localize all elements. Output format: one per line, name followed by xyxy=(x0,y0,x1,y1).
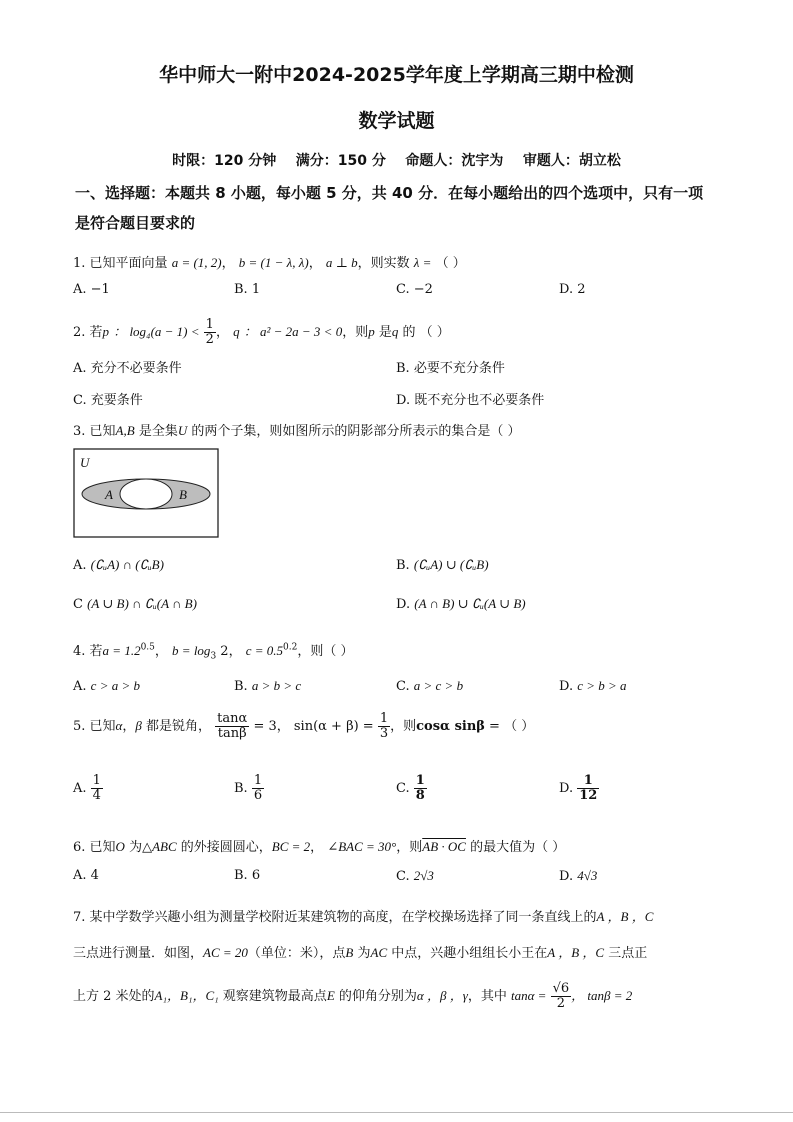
label-a: A xyxy=(105,487,113,502)
q1-option-a[interactable]: A. −1 xyxy=(73,282,110,297)
q3-option-a[interactable]: A. (∁ᵤA) ∩ (∁ᵤB) xyxy=(73,557,164,573)
q5-option-a[interactable]: A. $\frac{1}{4}$ xyxy=(73,773,101,803)
q3-option-d[interactable]: D. (A ∩ B) ∪ ∁ᵤ(A ∪ B) xyxy=(396,596,526,612)
vector-a-def: a = (1, 2) xyxy=(171,255,222,270)
q1-option-c[interactable]: C. −2 xyxy=(396,282,433,297)
q2-option-d[interactable]: D. 既不充分也不必要条件 xyxy=(396,393,545,408)
q4-option-a[interactable]: A. c > a > b xyxy=(73,678,140,694)
q4-option-d[interactable]: D. c > b > a xyxy=(559,678,627,694)
q2-option-a[interactable]: A. 充分不必要条件 xyxy=(73,361,182,376)
q1-option-b[interactable]: B. 1 xyxy=(234,282,261,297)
label-u: U xyxy=(80,455,90,470)
exam-info: 时限：120 分钟 满分：150 分 命题人：沈宇为 审题人：胡立松 xyxy=(172,153,621,169)
perp-condition: a ⊥ b xyxy=(325,255,358,270)
q3-option-c[interactable]: C (A ∪ B) ∩ ∁ᵤ(A ∩ B) xyxy=(73,596,197,612)
page-subtitle: 数学试题 xyxy=(358,110,435,132)
page-title: 华中师大一附中2024-2025学年度上学期高三期中检测 xyxy=(159,64,634,86)
question-1-stem: 1. 已知平面向量 a = (1, 2)， b = (1 − λ, λ)， a ⊥ b，则实数 λ = （ ） xyxy=(73,255,466,271)
q1-option-d[interactable]: D. 2 xyxy=(559,282,586,297)
question-7-line1: 7. 某中学数学兴趣小组为测量学校附近某建筑物的高度，在学校操场选择了同一条直线上的A ，B ，C xyxy=(73,909,654,925)
q5-option-c[interactable]: C. $\frac{1}{8}$ xyxy=(396,773,425,803)
q3-option-b[interactable]: B. (∁ᵤA) ∪ (∁ᵤB) xyxy=(396,557,489,573)
fraction-tan-ratio: $\frac{\tan\alpha}{\tan\beta}$ xyxy=(217,711,248,741)
q5-option-b[interactable]: B. $\frac{1}{6}$ xyxy=(234,773,263,803)
question-2-stem: 2. 若p ： log₄(a − 1) < $\frac{1}{2}$ ， q ： a² − 2a − 3 < 0，则p 是q 的 （ ） xyxy=(73,317,450,347)
section-heading-line2: 是符合题目要求的 xyxy=(75,214,196,232)
q6-option-b[interactable]: B. 6 xyxy=(234,868,261,883)
label-b: B xyxy=(179,487,187,502)
fraction-one-third: $\frac{1}{3}$ xyxy=(379,711,389,741)
q6-option-d[interactable]: D. 4√3 xyxy=(559,868,598,884)
vector-b-def: b = (1 − λ, λ) xyxy=(238,255,309,270)
question-7-line2: 三点进行测量．如图，AC = 20（单位：米），点B 为AC 中点，兴趣小组组长小王在A ，B ，C 三点正 xyxy=(73,945,648,961)
question-4-stem: 4. 若$a = 1.2^{0.5}$， $b = \log_3 2$， $c = 0.5^{0.2}$，则（ ） xyxy=(73,642,354,662)
venn-diagram xyxy=(73,448,219,538)
question-6-stem: 6. 已知O 为△ABC 的外接圆圆心，BC = 2， ∠BAC = 30°，则AB · OC 的最大值为（ ） xyxy=(73,839,566,855)
set-intersection xyxy=(120,479,172,509)
q2-option-c[interactable]: C. 充要条件 xyxy=(73,393,143,408)
q5-option-d[interactable]: D. $\frac{1}{12}$ xyxy=(559,773,598,803)
q6-option-a[interactable]: A. 4 xyxy=(73,868,99,883)
q4-option-b[interactable]: B. a > b > c xyxy=(234,678,302,694)
section-heading-line1: 一、选择题：本题共 8 小题，每小题 5 分，共 40 分．在每小题给出的四个选项中，只有一项 xyxy=(75,184,704,202)
fraction-sqrt6-over-2: $\frac{√6}{2}$ xyxy=(552,981,570,1011)
question-7-line3: 上方 2 米处的A₁，B₁，C₁ 观察建筑物最高点E 的仰角分别为α ，β ，γ，其中 tanα = $\frac{√6}{2}$ ， tanβ = 2 xyxy=(73,981,633,1011)
q2-option-b[interactable]: B. 必要不充分条件 xyxy=(396,361,505,376)
page-bottom-rule xyxy=(0,1112,793,1113)
q6-option-c[interactable]: C. 2√3 xyxy=(396,868,434,884)
question-5-stem: 5. 已知α，β 都是锐角， $\frac{\tan\alpha}{\tan\beta}$ = 3， sin(α + β) = $\frac{1}{3}$ ，则cosα sinβ = （ ） xyxy=(73,711,535,741)
q4-option-c[interactable]: C. a > c > b xyxy=(396,678,464,694)
fraction-one-half: $\frac{1}{2}$ xyxy=(205,317,214,347)
question-3-stem: 3. 已知A,B 是全集U 的两个子集，则如图所示的阴影部分所表示的集合是（ ） xyxy=(73,423,521,439)
